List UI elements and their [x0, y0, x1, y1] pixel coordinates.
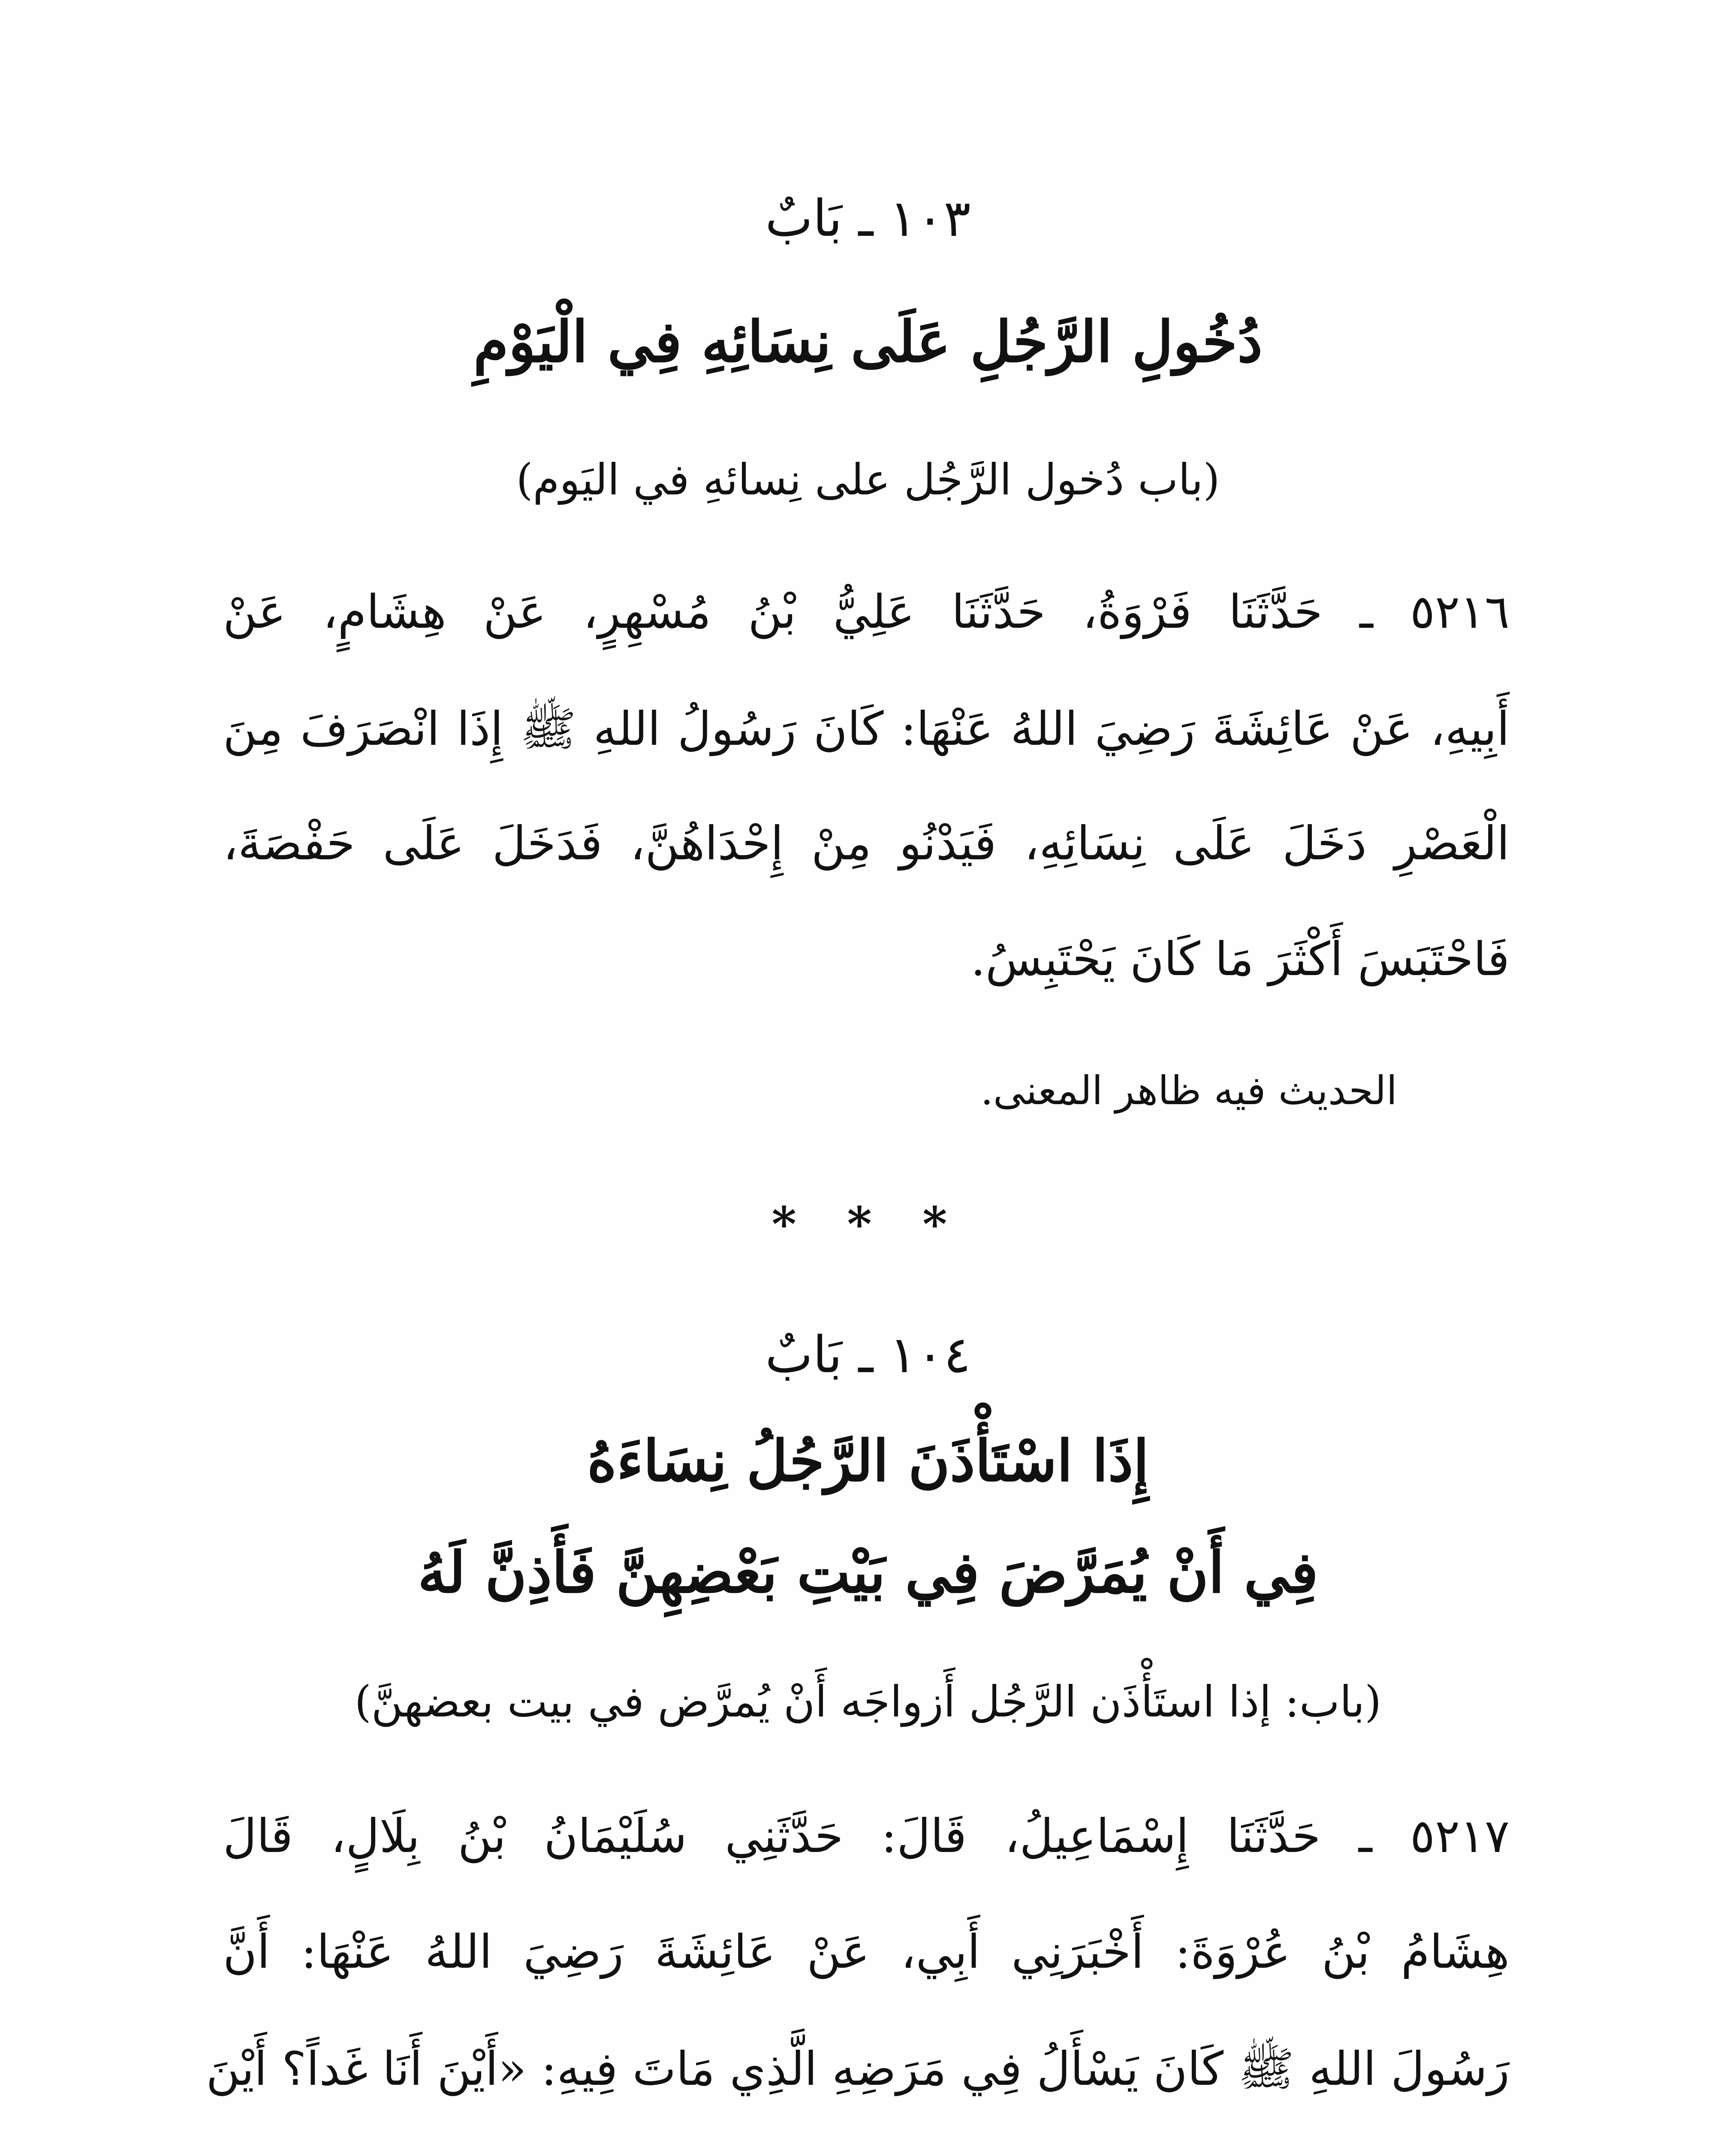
hadith-line: فَاحْتَبَسَ أَكْثَرَ مَا كَانَ يَحْتَبِسُ.	[970, 933, 1510, 986]
hadith-line: هِشَامُ بْنُ عُرْوَةَ: أَخْبَرَنِي أَبِي، عَنْ عَائِشَةَ رَضِيَ اللهُ عَنْهَا: أَنَّ	[223, 1925, 1510, 1979]
commentary-text: الحديث فيه ظاهر المعنى.	[980, 1068, 1397, 1114]
hadith-line: رَسُولَ اللهِ ﷺ كَانَ يَسْأَلُ فِي مَرَضِهِ الَّذِي مَاتَ فِيهِ: «أَيْنَ أَنَا غَداً؟ أَيْنَ	[206, 2042, 1510, 2096]
chapter-subtitle: (باب: إذا استَأْذَن الرَّجُل أَزواجَه أَنْ يُمرَّض في بيت بعضهنَّ)	[354, 1677, 1382, 1727]
hadith-line: ٥٢١٧ ـ حَدَّثَنَا إِسْمَاعِيلُ، قَالَ: حَدَّثَنِي سُلَيْمَانُ بْنُ بِلَالٍ، قَالَ	[223, 1810, 1510, 1863]
chapter-number-heading: ١٠٤ ـ بَابٌ	[765, 1325, 971, 1384]
chapter-title-line2: فِي أَنْ يُمَرَّضَ فِي بَيْتِ بَعْضِهِنَّ فَأَذِنَّ لَهُ	[418, 1539, 1318, 1606]
hadith-line: الْعَصْرِ دَخَلَ عَلَى نِسَائِهِ، فَيَدْنُو مِنْ إِحْدَاهُنَّ، فَدَخَلَ عَلَى حَفْصَةَ،	[223, 817, 1510, 870]
chapter-title: دُخُولِ الرَّجُلِ عَلَى نِسَائِهِ فِي الْيَوْمِ	[473, 309, 1263, 375]
section-separator: * * *	[772, 1196, 964, 1252]
chapter-subtitle: (باب دُخول الرَّجُل على نِسائهِ في اليَوم)	[516, 455, 1220, 505]
chapter-number-heading: ١٠٣ ـ بَابٌ	[765, 189, 971, 248]
chapter-title-line1: إِذَا اسْتَأْذَنَ الرَّجُلُ نِسَاءَهُ	[587, 1428, 1149, 1494]
hadith-line: أَبِيهِ، عَنْ عَائِشَةَ رَضِيَ اللهُ عَنْهَا: كَانَ رَسُولُ اللهِ ﷺ إِذَا انْصَرَفَ مِنَ	[223, 702, 1510, 756]
hadith-line: ٥٢١٦ ـ حَدَّثَنَا فَرْوَةُ، حَدَّثَنَا عَلِيُّ بْنُ مُسْهِرٍ، عَنْ هِشَامٍ، عَنْ	[223, 585, 1510, 639]
